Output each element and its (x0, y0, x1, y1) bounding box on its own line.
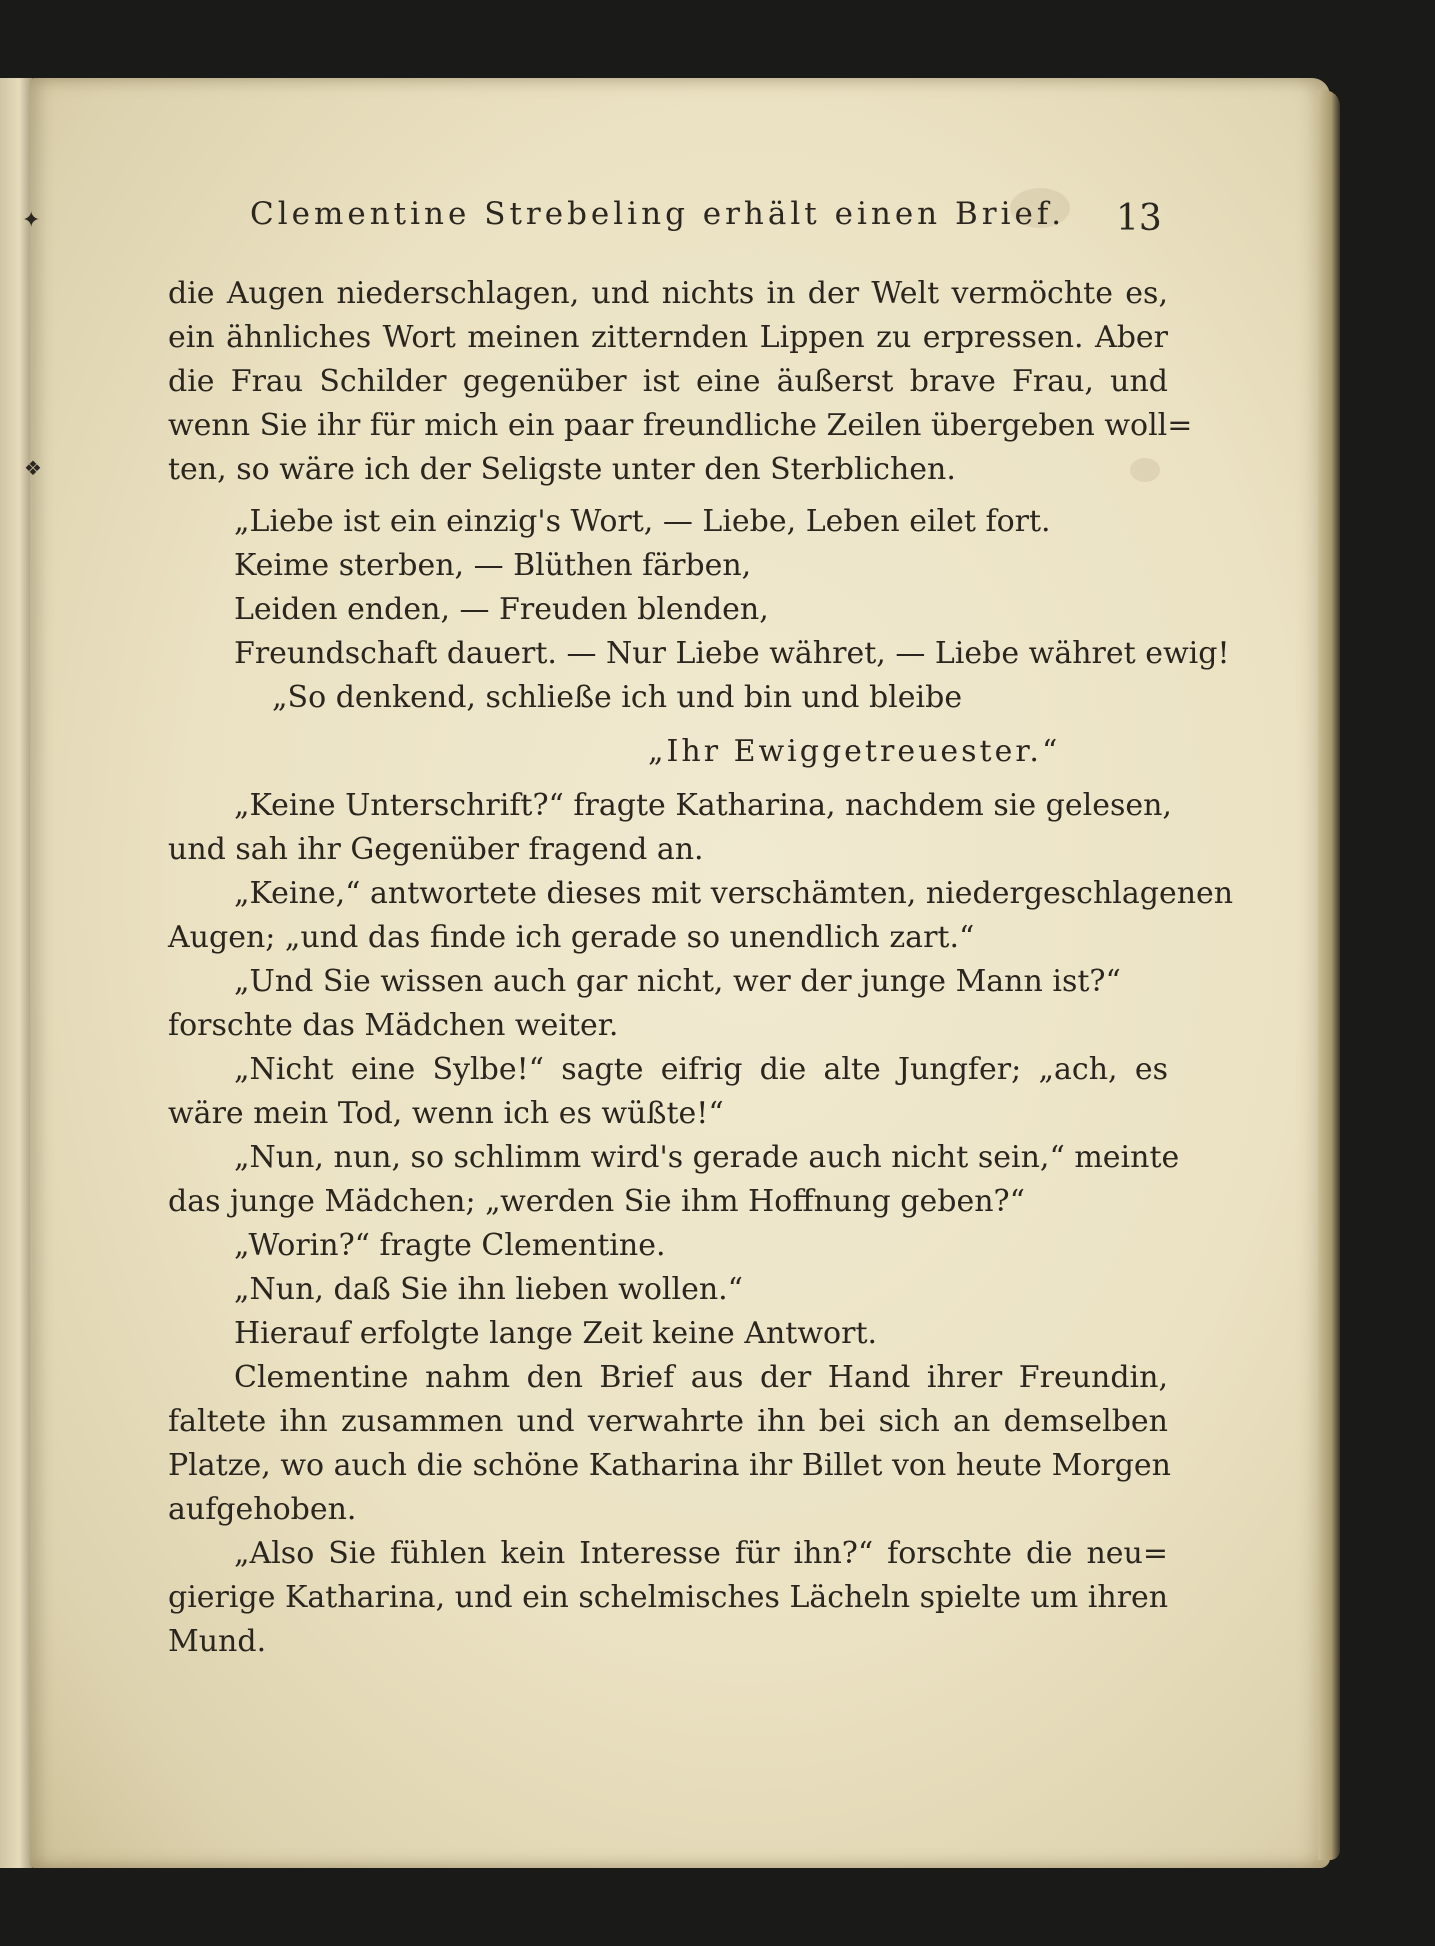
text-line: Mund. (168, 1624, 267, 1659)
text-line: ten, so wäre ich der Seligste unter den Sterblichen. (168, 452, 956, 487)
text-line: das junge Mädchen; „werden Sie ihm Hoffnung geben?“ (168, 1184, 1025, 1219)
verse-line: „Liebe ist ein einzig's Wort, — Liebe, Leben eilet fort. (234, 504, 1051, 539)
text-line: aufgehoben. (168, 1492, 357, 1527)
text-line: Platze, wo auch die schöne Katharina ihr Billet von heute Morgen (168, 1448, 1171, 1483)
text-line: gierige Katharina, und ein schelmisches Lächeln spielte um ihren (168, 1580, 1169, 1615)
page-number: 13 (1116, 198, 1162, 239)
text-line: „Keine,“ antwortete dieses mit verschämten, niedergeschlagenen (234, 876, 1234, 911)
binding-mark: ❖ (24, 456, 42, 480)
verse-line: Leiden enden, — Freuden blenden, (234, 592, 769, 627)
verse-line: Freundschaft dauert. — Nur Liebe währet, — Liebe währet ewig! (234, 636, 1230, 671)
letter-signature: „Ihr Ewiggetreuester.“ (648, 734, 1061, 769)
text-line: „Worin?“ fragte Clementine. (234, 1228, 666, 1263)
text-line: wenn Sie ihr für mich ein paar freundliche Zeilen übergeben woll= (168, 408, 1193, 443)
text-line: ein ähnliches Wort meinen zitternden Lippen zu erpressen. Aber (168, 320, 1168, 355)
text-line: „Keine Unterschrift?“ fragte Katharina, nachdem sie gelesen, (234, 788, 1172, 823)
text-line: Clementine nahm den Brief aus der Hand ihrer Freundin, (234, 1360, 1168, 1395)
text-line: „So denkend, schließe ich und bin und bleibe (272, 680, 963, 715)
text-line: „Also Sie fühlen kein Interesse für ihn?“ forschte die neu= (234, 1536, 1168, 1571)
text-line: Augen; „und das finde ich gerade so unendlich zart.“ (168, 920, 975, 955)
verse-line: Keime sterben, — Blüthen färben, (234, 548, 752, 583)
text-line: „Nun, daß Sie ihn lieben wollen.“ (234, 1272, 744, 1307)
text-line: die Augen niederschlagen, und nichts in der Welt vermöchte es, (168, 276, 1168, 311)
text-line: und sah ihr Gegenüber fragend an. (168, 832, 704, 867)
text-line: forschte das Mädchen weiter. (168, 1008, 619, 1043)
text-line: „Nun, nun, so schlimm wird's gerade auch nicht sein,“ meinte (234, 1140, 1180, 1175)
text-line: wäre mein Tod, wenn ich es wüßte!“ (168, 1096, 724, 1131)
text-line: die Frau Schilder gegenüber ist eine äußerst brave Frau, und (168, 364, 1168, 399)
text-line: Hierauf erfolgte lange Zeit keine Antwort. (234, 1316, 878, 1351)
text-line: „Und Sie wissen auch gar nicht, wer der junge Mann ist?“ (234, 964, 1121, 999)
text-line: faltete ihn zusammen und verwahrte ihn bei sich an demselben (168, 1404, 1168, 1439)
running-title: Clementine Strebeling erhält einen Brief. (250, 196, 1066, 232)
page-edge-right (1318, 90, 1340, 1860)
facing-page-edge (0, 78, 32, 1868)
text-line: „Nicht eine Sylbe!“ sagte eifrig die alte Jungfer; „ach, es (234, 1052, 1168, 1087)
binding-mark: ✦ (22, 208, 41, 233)
